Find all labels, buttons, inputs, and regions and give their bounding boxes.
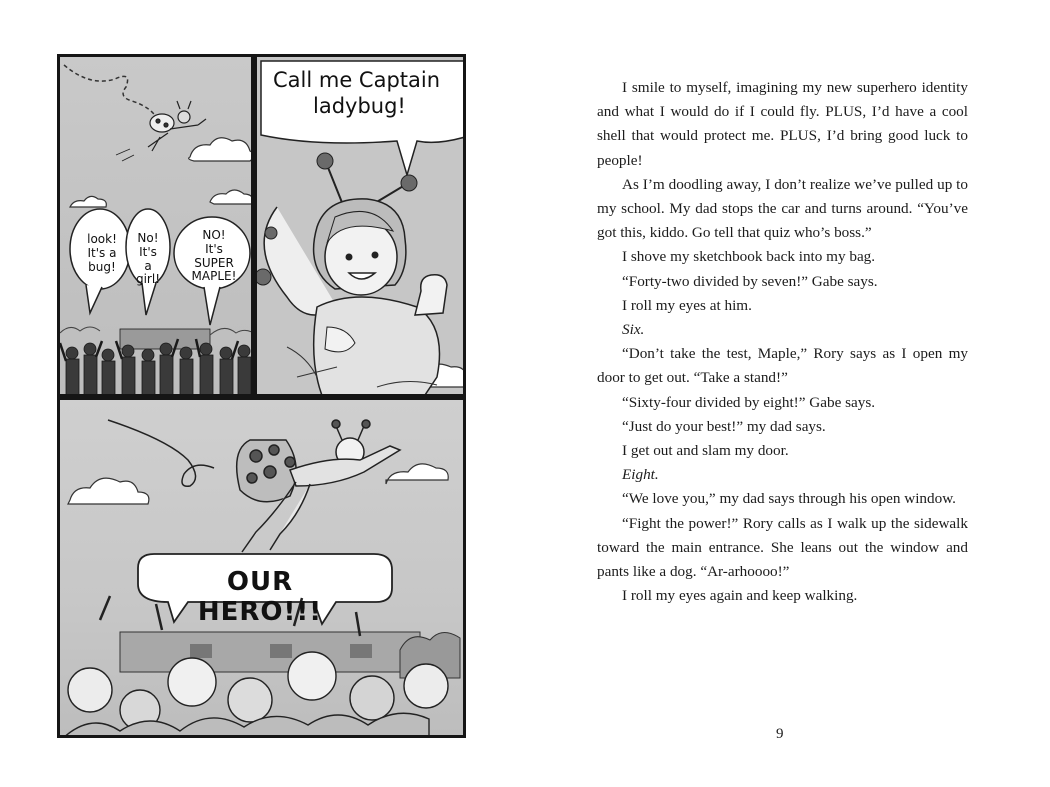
paragraph: I get out and slam my door.	[622, 442, 789, 460]
page-number: 9	[776, 726, 784, 742]
bubble-line: No!	[137, 231, 159, 245]
text-page	[597, 76, 968, 608]
bubble-line: It's a	[87, 245, 117, 260]
speech-bubble-look	[80, 233, 124, 274]
paragraph: “We love you,” my dad says through his open window.	[622, 490, 956, 508]
bubble-line: a	[144, 258, 152, 273]
bubble-line: look!	[87, 232, 117, 246]
paragraph: I shove my sketchbook back into my bag.	[622, 248, 876, 266]
thought-italic: Eight.	[622, 466, 659, 484]
comic-panel-our-hero	[57, 397, 466, 738]
our-hero-banner-text: OUR HERO!!!	[197, 567, 323, 627]
paragraph: I roll my eyes at him.	[622, 296, 752, 314]
paragraph-italic	[597, 463, 968, 487]
bubble-line: MAPLE!	[191, 269, 237, 284]
bubble-line: NO!	[202, 228, 226, 242]
bubble-line: SUPER	[194, 255, 234, 270]
paragraph: I roll my eyes again and keep walking.	[622, 587, 858, 605]
bubble-line: Call me Captain	[273, 68, 441, 92]
bubble-line: girl!	[135, 272, 161, 287]
flying-hero	[237, 420, 400, 552]
paragraph-italic	[597, 318, 968, 342]
paragraph: “Just do your best!” my dad says.	[622, 417, 826, 435]
paragraph: “Forty-two divided by seven!” Gabe says.	[622, 272, 878, 290]
paragraph: As I’m doodling away, I don’t realize we’ve pulled up to my school. My dad stops the car and turns around. “You’ve got this, kiddo. Go tell that quiz who’s boss.”	[597, 175, 968, 242]
bubble-line: ladybug!	[313, 94, 406, 119]
bubble-line: It's	[139, 244, 157, 259]
bubble-line: bug!	[88, 259, 116, 274]
comic-panel-captain-ladybug	[254, 54, 466, 397]
paragraph: I smile to myself, imagining my new superhero identity and what I would do if I could fly. PLUS, I’d have a cool shell that would protect me. PLUS, I’d bring good luck to people!	[597, 79, 968, 169]
thought-italic: Six.	[622, 321, 645, 339]
crowd-illustration	[60, 57, 254, 397]
bubble-line: It's	[205, 241, 223, 256]
speech-bubble-captain-ladybug	[273, 67, 453, 120]
paragraph: “Don’t take the test, Maple,” Rory says as I open my door to get out. “Take a stand!”	[597, 345, 968, 387]
comic-panel-crowd	[57, 54, 254, 397]
speech-bubble-girl	[133, 232, 163, 287]
paragraph: “Fight the power!” Rory calls as I walk up the sidewalk toward the main entrance. She leans out the window and pants like a dog. “Ar-arhoooo!”	[597, 514, 968, 581]
paragraph: “Sixty-four divided by eight!” Gabe says.	[622, 393, 876, 411]
speech-bubble-super-maple	[184, 229, 244, 284]
